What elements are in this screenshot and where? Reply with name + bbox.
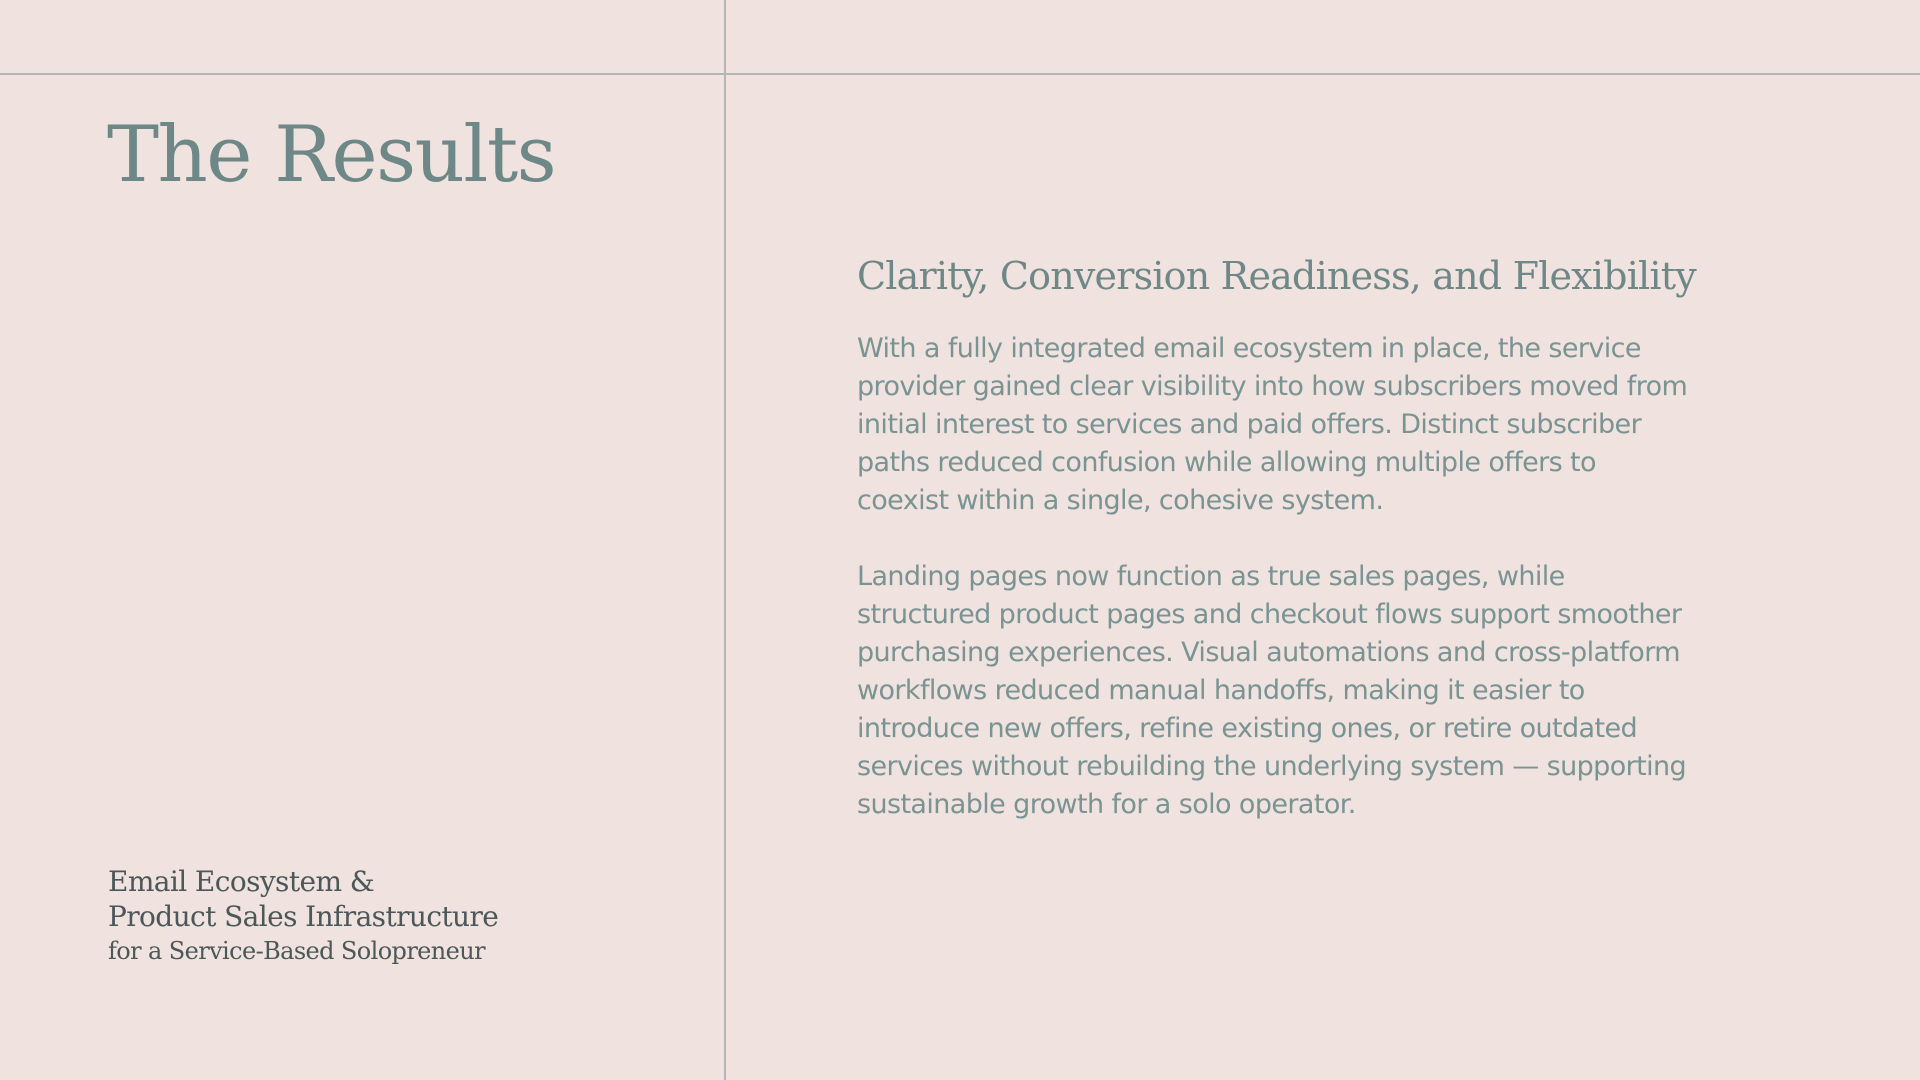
page-title: The Results bbox=[107, 110, 556, 200]
paragraph-2-line: structured product pages and checkout flows support smoother bbox=[857, 599, 1682, 630]
paragraph-1 bbox=[857, 330, 1757, 520]
paragraph-1-line: initial interest to services and paid offers. Distinct subscriber bbox=[857, 409, 1642, 440]
paragraph-2-line: services without rebuilding the underlying system — supporting bbox=[857, 751, 1687, 782]
vertical-divider bbox=[724, 0, 726, 1080]
results-content bbox=[857, 246, 1757, 824]
paragraph-2-line: introduce new offers, refine existing ones, or retire outdated bbox=[857, 713, 1638, 744]
paragraph-1-line: coexist within a single, cohesive system. bbox=[857, 485, 1384, 516]
caption-line-2: Product Sales Infrastructure bbox=[108, 900, 499, 933]
paragraph-2 bbox=[857, 558, 1757, 824]
project-caption bbox=[108, 864, 688, 969]
paragraph-2-line: sustainable growth for a solo operator. bbox=[857, 789, 1356, 820]
section-subtitle: Clarity, Conversion Readiness, and Flexibility bbox=[857, 254, 1696, 298]
caption-line-3: for a Service-Based Solopreneur bbox=[108, 937, 485, 965]
paragraph-1-line: With a fully integrated email ecosystem in place, the service bbox=[857, 333, 1641, 364]
paragraph-1-line: provider gained clear visibility into how subscribers moved from bbox=[857, 371, 1688, 402]
horizontal-divider bbox=[0, 73, 1920, 75]
caption-line-1: Email Ecosystem & bbox=[108, 865, 375, 898]
paragraph-1-line: paths reduced confusion while allowing multiple offers to bbox=[857, 447, 1596, 478]
paragraph-2-line: workflows reduced manual handoffs, making it easier to bbox=[857, 675, 1585, 706]
paragraph-2-line: Landing pages now function as true sales pages, while bbox=[857, 561, 1565, 592]
paragraph-2-line: purchasing experiences. Visual automations and cross-platform bbox=[857, 637, 1680, 668]
